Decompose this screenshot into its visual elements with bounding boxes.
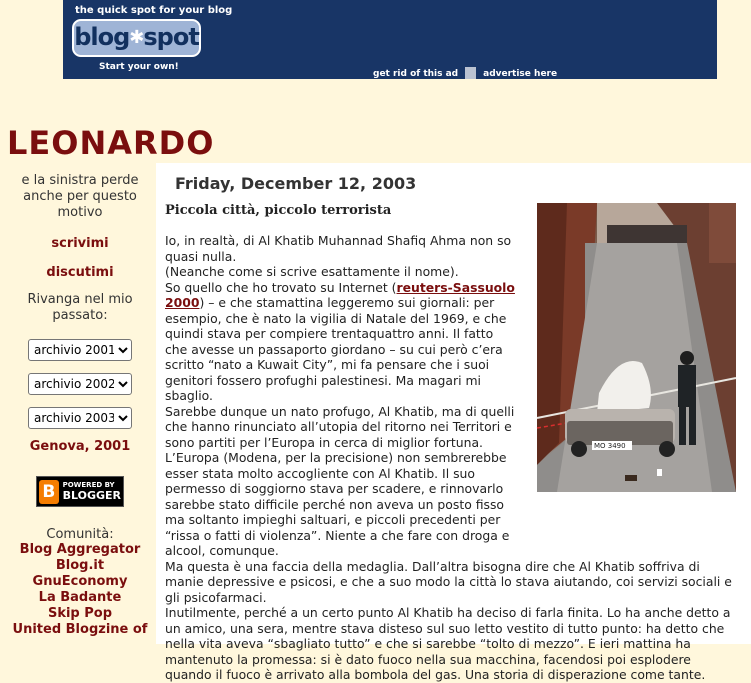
post-paragraph: Inutilmente, perché a un certo punto Al Khatib ha deciso di farla finita. Lo ha anche detto a un amico, una sera, mentre stava disteso sul suo letto vestito di tutto punto: ha detto che nella vita aveva “sbagliato tutto” e che si sarebbe “tolto di mezzo”. E ieri mattina ha mantenuto la promessa: si è dato fuoco nella sua macchina, facendosi poi esplodere quando il fuoco è arrivato alla bombola del gas. Una storia di disperazione come tante. [165, 605, 731, 682]
genova-2001-link[interactable]: Genova, 2001 [29, 439, 131, 454]
banner-links [368, 67, 562, 79]
news-photo [537, 203, 736, 492]
community-link[interactable]: Blog Aggregator [19, 542, 141, 557]
post-date: Friday, December 12, 2003 [175, 174, 417, 193]
community-link[interactable]: La Badante [38, 590, 122, 605]
blog-description: e la sinistra perde anche per questo motivo [21, 173, 139, 220]
community-link[interactable]: Blog.it [55, 558, 105, 573]
post-paragraph: L’Europa (Modena, per la precisione) non sembrerebbe esser stata molto accogliente con Al Khatib. Il suo permesso di soggiorno stava per scadere, e rinnovarlo sarebbe stato difficile perché non aveva un posto fisso ma soltanto impieghi saltuari, e piccoli precedenti per “rissa o fatti di violenza”. Niente a che fare con droga e alcool, comunque. [165, 450, 510, 558]
blogspot-banner [63, 0, 717, 79]
post-paragraph: Sarebbe dunque un nato profugo, Al Khatib, ma di quelli che hanno rinunciato all’utopia del ritorno nei Territori e sono partiti per l’Europa in cerca di miglior fortuna. [165, 403, 515, 450]
archive-2002-select[interactable] [28, 373, 132, 395]
powered-by-blogger-badge[interactable] [36, 476, 124, 507]
communities [0, 527, 160, 638]
post-paragraph: (Neanche come si scrive esattamente il nome). [165, 264, 459, 279]
star-icon: ✱ [129, 27, 144, 48]
archive-2003-select[interactable] [28, 407, 132, 429]
post-text: ) – e che stamattina leggeremo sui giornali: per esempio, che è nato la vigilia di Natale del 1969, e che quindi stava per compiere trentaquattro anni. Il fatto che avesse un passaporto giordano – su cui però c’era scritto “nato a Kuwait City”, mi fa pensare che i suoi genitori fossero profughi palestinesi. Ma magari mi sbaglio. [165, 295, 507, 403]
post-text: So quello che ho trovato su Internet ( [165, 279, 397, 295]
badge-small-text: POWERED BY [62, 481, 115, 489]
community-link[interactable]: United Blogzine of [12, 622, 148, 637]
badge-big-text: BLOGGER [62, 489, 121, 502]
archive-2001-select[interactable] [28, 339, 132, 361]
banner-start-link[interactable]: Start your own! [99, 62, 179, 72]
reuters-link[interactable]: reuters-Sassuolo 2000 [165, 279, 515, 310]
blogger-icon: B [39, 480, 59, 504]
post-paragraph [165, 280, 517, 404]
sidebar [0, 173, 160, 638]
get-rid-of-ad-link[interactable]: get rid of this ad [373, 68, 459, 79]
post-title: Piccola città, piccolo terrorista [165, 203, 392, 218]
communities-heading: Comunità: [46, 527, 114, 542]
community-link[interactable]: Skip Pop [47, 606, 113, 621]
blog-title[interactable]: LEONARDO [7, 124, 215, 162]
scrivimi-link[interactable]: scrivimi [51, 236, 109, 251]
post-paragraph: Io, in realtà, di Al Khatib Muhannad Shafiq Ahma non so quasi nulla. [165, 233, 512, 264]
news-photo-illustration [537, 203, 736, 492]
discutimi-link[interactable]: discutimi [46, 265, 114, 280]
post-paragraph: Ma questa è una faccia della medaglia. Dall’altra bisogna dire che Al Khatib soffriva di manie depressive e psicosi, e che a suo modo la città lo stava aiutando, coi servizi sociali e gli psicofarmaci. [165, 558, 732, 605]
photo-plate: MO 3490 [594, 442, 626, 450]
divider [465, 67, 476, 79]
community-link[interactable]: GnuEconomy [32, 574, 128, 589]
banner-tagline: the quick spot for your blog [75, 5, 233, 16]
advertise-link[interactable]: advertise here [483, 68, 558, 79]
main-content [156, 163, 751, 682]
blogspot-logo[interactable]: blog✱spot [72, 19, 201, 57]
rivanga-label: Rivanga nel mio passato: [27, 292, 133, 323]
